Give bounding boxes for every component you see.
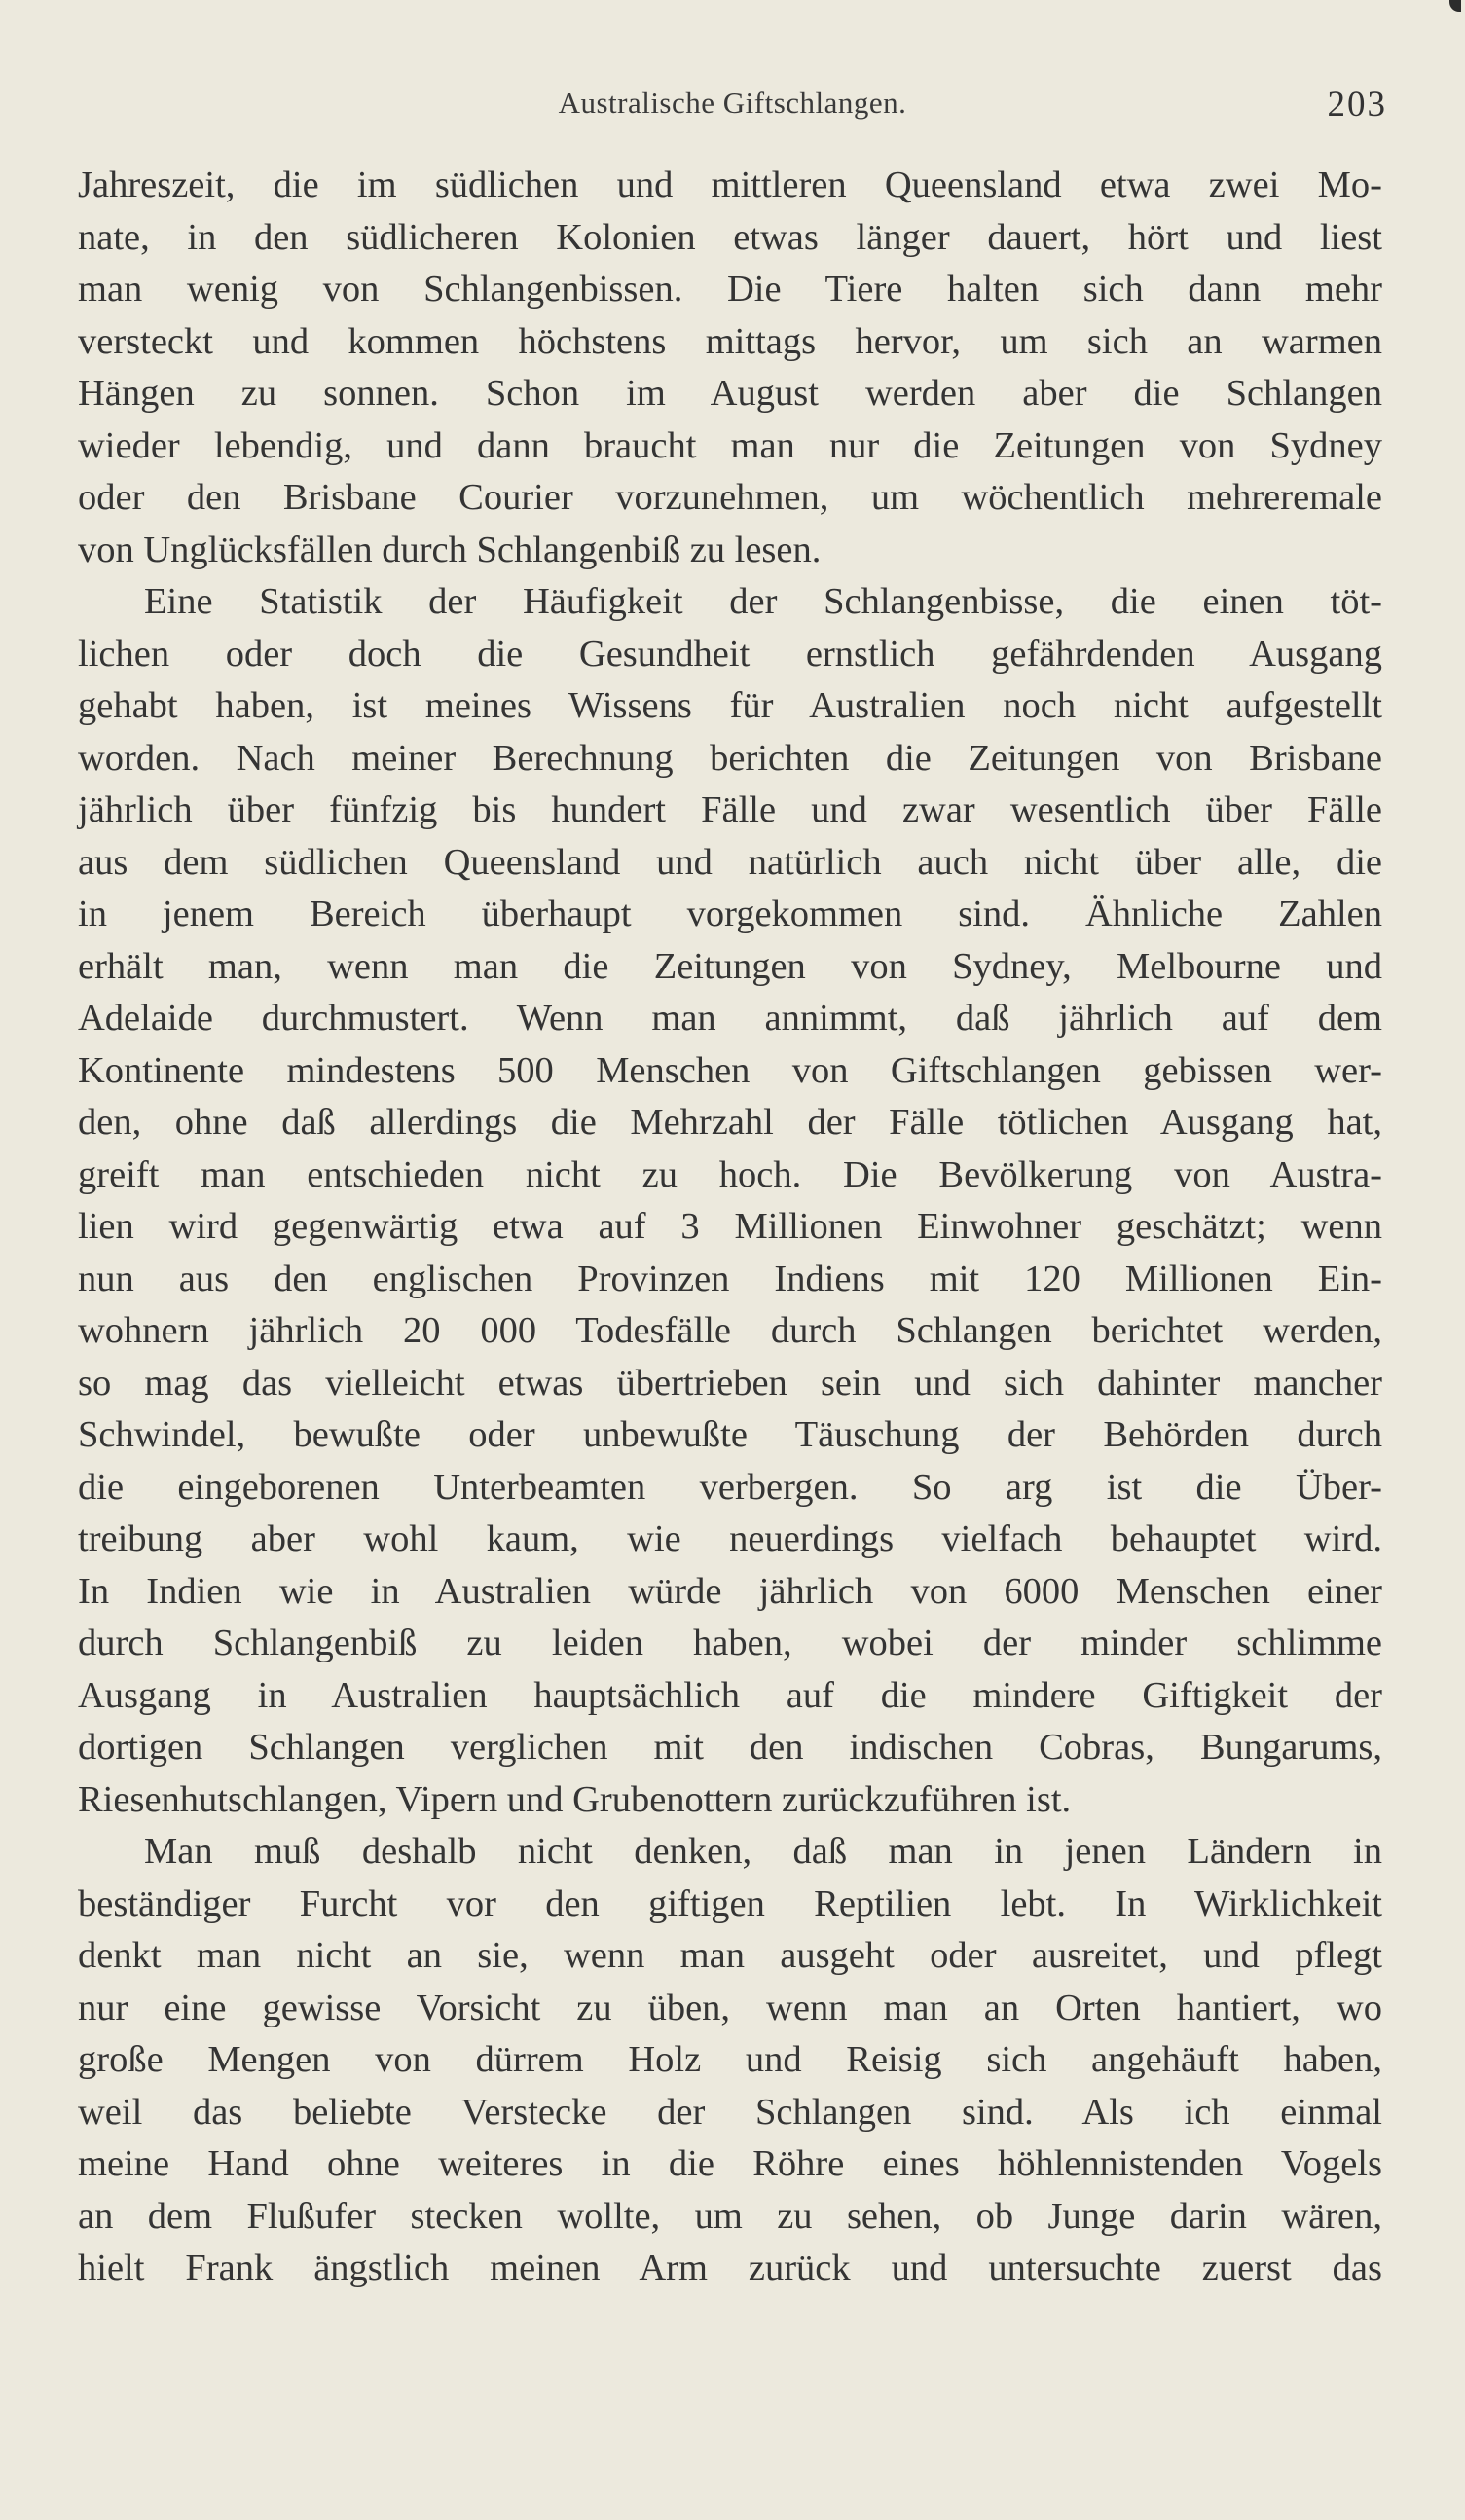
text-line: Eine Statistik der Häufigkeit der Schlangenbisse, die einen töt- <box>144 581 1382 622</box>
text-line: Man muß deshalb nicht denken, daß man in jenen Ländern in <box>144 1831 1382 1872</box>
text-line: aus dem südlichen Queensland und natürlich auch nicht über alle, die <box>78 841 1382 883</box>
text-line: lichen oder doch die Gesundheit ernstlich gefährdenden Ausgang <box>78 633 1382 675</box>
text-line: beständiger Furcht vor den giftigen Reptilien lebt. In Wirklichkeit <box>78 1882 1382 1924</box>
text-line: lien wird gegenwärtig etwa auf 3 Millionen Einwohner geschätzt; wenn <box>78 1206 1382 1247</box>
text-line: Kontinente mindestens 500 Menschen von Giftschlangen gebissen wer- <box>78 1049 1382 1091</box>
text-line: jährlich über fünfzig bis hundert Fälle und zwar wesentlich über Fälle <box>78 789 1382 830</box>
text-line: Schwindel, bewußte oder unbewußte Täuschung der Behörden durch <box>78 1414 1382 1455</box>
text-line: denkt man nicht an sie, wenn man ausgeht oder ausreitet, und pflegt <box>78 1935 1382 1976</box>
text-line: wohnern jährlich 20 000 Todesfälle durch Schlangen berichtet werden, <box>78 1310 1382 1351</box>
text-line: Adelaide durchmustert. Wenn man annimmt, daß jährlich auf dem <box>78 998 1382 1039</box>
text-line: den, ohne daß allerdings die Mehrzahl der Fälle tötlichen Ausgang hat, <box>78 1102 1382 1143</box>
text-line: nur eine gewisse Vorsicht zu üben, wenn man an Orten hantiert, wo <box>78 1987 1382 2028</box>
text-line: erhält man, wenn man die Zeitungen von Sydney, Melbourne und <box>78 945 1382 987</box>
text-line: gehabt haben, ist meines Wissens für Australien noch nicht aufgestellt <box>78 685 1382 726</box>
text-line: worden. Nach meiner Berechnung berichten die Zeitungen von Brisbane <box>78 737 1382 779</box>
text-line: Riesenhutschlangen, Vipern und Grubenottern zurückzuführen ist. <box>78 1778 1072 1820</box>
text-line: hielt Frank ängstlich meinen Arm zurück und untersuchte zuerst das <box>78 2247 1382 2288</box>
text-line: Jahreszeit, die im südlichen und mittleren Queensland etwa zwei Mo- <box>78 164 1382 205</box>
text-line: man wenig von Schlangenbissen. Die Tiere halten sich dann mehr <box>78 269 1382 310</box>
page-number: 203 <box>1327 85 1387 125</box>
text-line: treibung aber wohl kaum, wie neuerdings vielfach behauptet wird. <box>78 1518 1382 1559</box>
text-line: meine Hand ohne weiteres in die Röhre eines höhlennistenden Vogels <box>78 2143 1382 2184</box>
text-line: greift man entschieden nicht zu hoch. Die Bevölkerung von Austra- <box>78 1153 1382 1195</box>
text-line: nun aus den englischen Provinzen Indiens mit 120 Millionen Ein- <box>78 1258 1382 1299</box>
text-line: In Indien wie in Australien würde jährlich von 6000 Menschen einer <box>78 1570 1382 1612</box>
text-line: weil das beliebte Verstecke der Schlangen sind. Als ich einmal <box>78 2091 1382 2133</box>
page-header <box>78 84 1387 132</box>
text-line: die eingeborenen Unterbeamten verbergen. So arg ist die Über- <box>78 1466 1382 1508</box>
text-line: Hängen zu sonnen. Schon im August werden aber die Schlangen <box>78 373 1382 414</box>
text-line: in jenem Bereich überhaupt vorgekommen sind. Ähnliche Zahlen <box>78 894 1382 934</box>
running-title: Australische Giftschlangen. <box>558 86 907 120</box>
text-line: nate, in den südlicheren Kolonien etwas länger dauert, hört und liest <box>78 216 1382 258</box>
text-line: von Unglücksfällen durch Schlangenbiß zu lesen. <box>78 529 822 570</box>
text-line: Ausgang in Australien hauptsächlich auf die mindere Giftigkeit der <box>78 1674 1382 1716</box>
corner-mark <box>1449 0 1461 12</box>
text-line: versteckt und kommen höchstens mittags hervor, um sich an warmen <box>78 320 1382 362</box>
text-line: durch Schlangenbiß zu leiden haben, wobei der minder schlimme <box>78 1623 1382 1663</box>
text-line: wieder lebendig, und dann braucht man nur die Zeitungen von Sydney <box>78 424 1382 466</box>
text-line: dortigen Schlangen verglichen mit den indischen Cobras, Bungarums, <box>78 1727 1382 1768</box>
text-line: große Mengen von dürrem Holz und Reisig sich angehäuft haben, <box>78 2039 1382 2080</box>
text-line: oder den Brisbane Courier vorzunehmen, um wöchentlich mehreremale <box>78 477 1382 518</box>
body-text <box>78 160 1382 2295</box>
text-line: so mag das vielleicht etwas übertrieben sein und sich dahinter mancher <box>78 1362 1382 1404</box>
text-line: an dem Flußufer stecken wollte, um zu sehen, ob Junge darin wären, <box>78 2195 1382 2237</box>
